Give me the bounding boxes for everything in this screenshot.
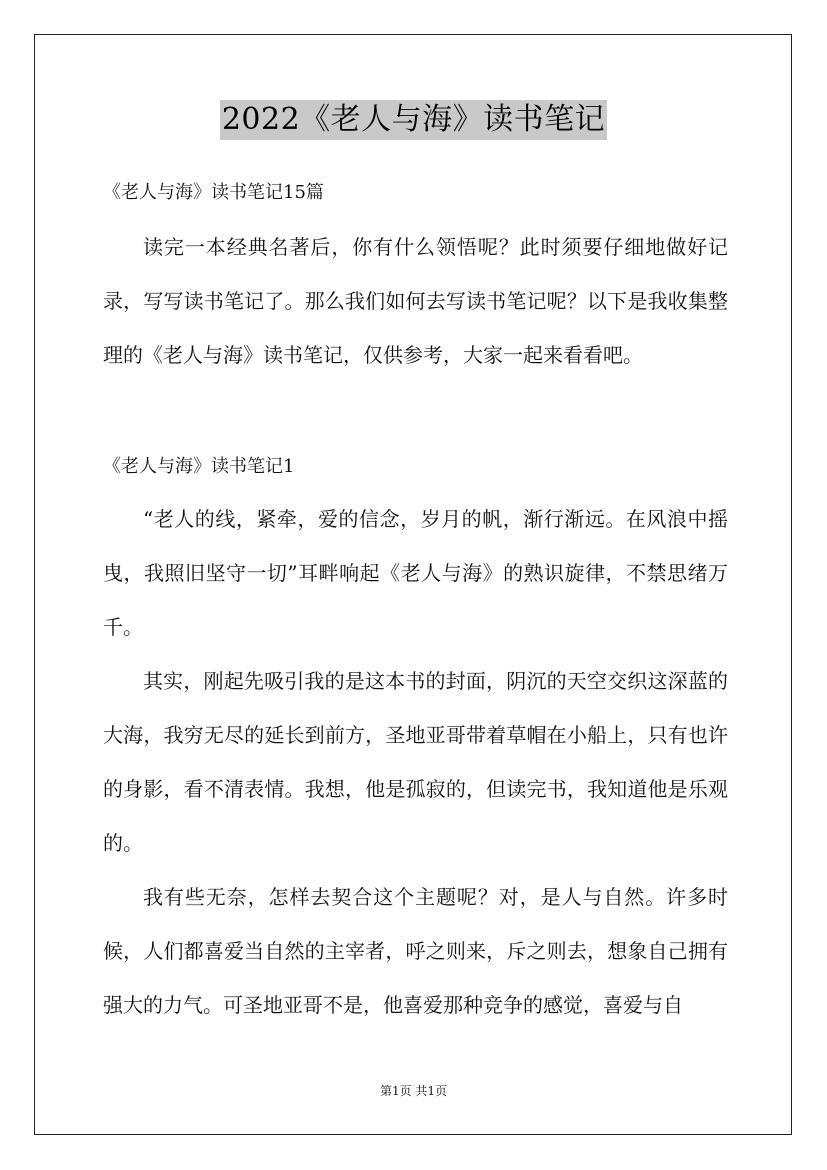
section-heading: 《老人与海》读书笔记1	[103, 456, 295, 477]
title-container	[0, 100, 827, 140]
intro-paragraph: 读完一本经典名著后，你有什么领悟呢？此时须要仔细地做好记录，写写读书笔记了。那么我们如何去写读书笔记呢？以下是我收集整理的《老人与海》读书笔记，仅供参考，大家一起来看看吧。	[103, 235, 728, 367]
page-footer: 第1页 共1页	[379, 1084, 448, 1098]
body-paragraph-2: 其实，刚起先吸引我的是这本书的封面，阴沉的天空交织这深蓝的大海，我穷无尽的延长到前方，圣地亚哥带着草帽在小船上，只有也许的身影，看不清表情。我想，他是孤寂的，但读完书，我知道他是乐观的。	[103, 669, 728, 855]
body-paragraph-1: “老人的线，紧牵，爱的信念，岁月的帆，渐行渐远。在风浪中摇曳，我照旧坚守一切”耳畔响起《老人与海》的熟识旋律，不禁思绪万千。	[103, 507, 728, 639]
subtitle: 《老人与海》读书笔记15篇	[103, 182, 324, 203]
body-paragraph-3: 我有些无奈，怎样去契合这个主题呢？对，是人与自然。许多时候，人们都喜爱当自然的主宰者，呼之则来，斥之则去，想象自己拥有强大的力气。可圣地亚哥不是，他喜爱那种竞争的感觉，喜爱与自	[103, 885, 728, 1017]
document-title: 2022《老人与海》读书笔记	[220, 100, 607, 140]
